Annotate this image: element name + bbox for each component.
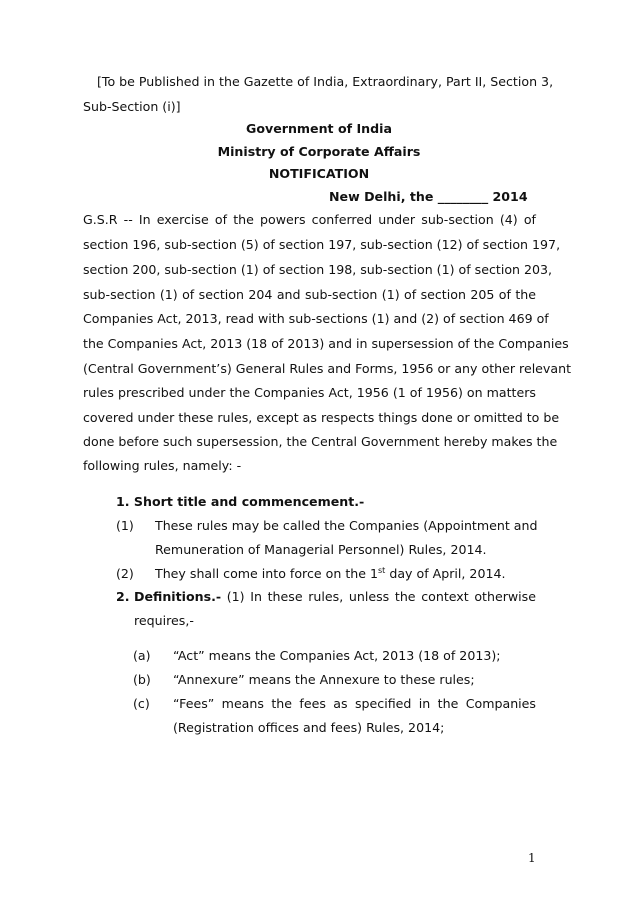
rule-1-sub-2-before: They shall come into force on the 1	[155, 566, 379, 581]
definition-a-text: “Act” means the Companies Act, 2013 (18 of 2013);	[173, 648, 501, 663]
rule-1-sub-1-marker: (1)	[116, 518, 134, 533]
rule-2-intro-line-2: requires,-	[134, 613, 194, 628]
preamble-last-line: following rules, namely: -	[83, 458, 242, 473]
rule-1-sub-2-marker: (2)	[116, 566, 134, 581]
preamble-line-3: section 200, sub-section (1) of section 198, sub-section (1) of section 203,	[83, 262, 553, 277]
rule-2-line-1	[134, 589, 536, 605]
rule-1-sub-2-after: day of April, 2014.	[385, 566, 506, 581]
rule-1-sub-2-sup: st	[378, 565, 386, 575]
government-title: Government of India	[246, 121, 392, 136]
notification-title: NOTIFICATION	[268, 166, 370, 181]
preamble-line-10: done before such supersession, the Central Government hereby makes the	[83, 434, 558, 449]
ministry-title: Ministry of Corporate Affairs	[217, 144, 421, 159]
preamble-line-1: G.S.R -- In exercise of the powers conferred under sub-section (4) of	[83, 212, 536, 227]
definition-a-marker: (a)	[133, 648, 151, 663]
rule-1-sub-1-line-2: Remuneration of Managerial Personnel) Rules, 2014.	[155, 542, 487, 557]
definition-c-line-1: “Fees” means the fees as specified in the Companies	[173, 696, 536, 711]
page-number: 1	[528, 851, 536, 865]
preamble-line-8: rules prescribed under the Companies Act, 1956 (1 of 1956) on matters	[83, 385, 536, 400]
rule-2-number: 2.	[116, 589, 130, 604]
date-line: New Delhi, the ________ 2014	[329, 189, 528, 204]
rule-2-heading: Definitions.-	[134, 589, 222, 604]
preamble-line-2: section 196, sub-section (5) of section 197, sub-section (12) of section 197,	[83, 237, 561, 252]
gazette-line-1: [To be Published in the Gazette of India, Extraordinary, Part II, Section 3,	[97, 74, 554, 89]
preamble-line-7: (Central Government’s) General Rules and Forms, 1956 or any other relevant	[83, 361, 572, 376]
definition-b-marker: (b)	[133, 672, 151, 687]
rule-1-sub-1-line-1: These rules may be called the Companies (Appointment and	[155, 518, 538, 533]
preamble-line-9: covered under these rules, except as respects things done or omitted to be	[83, 410, 560, 425]
rule-1-sub-2-text	[155, 566, 506, 582]
definition-c-line-2: (Registration offices and fees) Rules, 2014;	[173, 720, 445, 735]
preamble-line-4: sub-section (1) of section 204 and sub-section (1) of section 205 of the	[83, 287, 536, 302]
preamble-line-6: the Companies Act, 2013 (18 of 2013) and in supersession of the Companies	[83, 336, 569, 351]
rule-2-intro-line-1: (1) In these rules, unless the context otherwise	[221, 589, 536, 604]
rule-1-heading: 1. Short title and commencement.-	[116, 494, 365, 509]
definition-b-text: “Annexure” means the Annexure to these rules;	[173, 672, 475, 687]
definition-c-marker: (c)	[133, 696, 150, 711]
preamble-line-5: Companies Act, 2013, read with sub-sections (1) and (2) of section 469 of	[83, 311, 549, 326]
gazette-line-2: Sub-Section (i)]	[83, 99, 181, 114]
